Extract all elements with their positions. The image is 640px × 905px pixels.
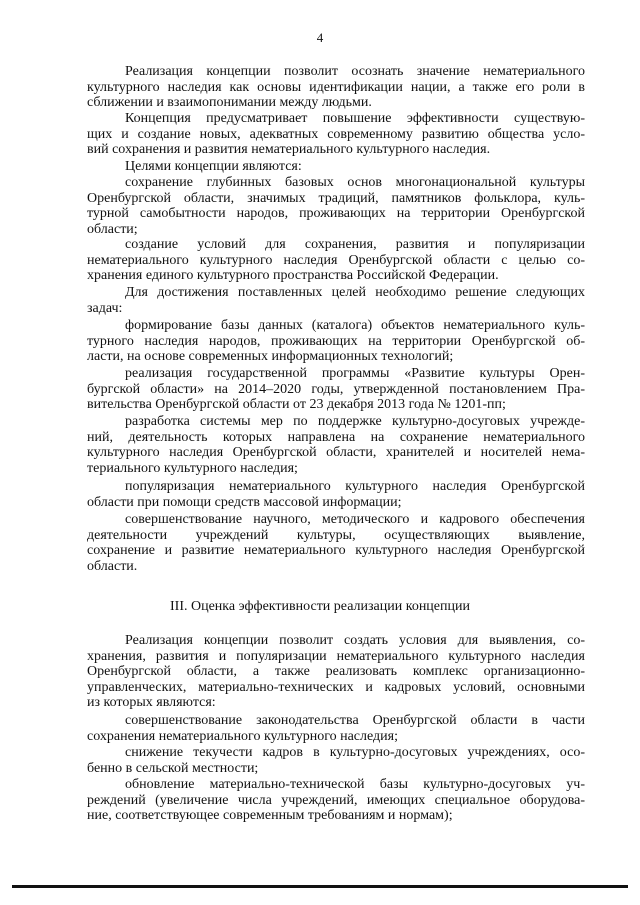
- text-line: культурного наследия Оренбургской области, хранителей и носителей нема-: [87, 445, 585, 461]
- body-paragraph: [87, 318, 585, 365]
- text-line: Для достижения поставленных целей необходимо решение следующих: [125, 285, 585, 300]
- text-line: области.: [87, 558, 138, 574]
- section-paragraph: [87, 713, 585, 744]
- section-paragraph: [87, 777, 585, 824]
- body-paragraph: [87, 175, 585, 237]
- text-line: бургской области» на 2014–2020 годы, утвержденной постановлением Пра-: [87, 381, 585, 397]
- text-line: Целями концепции являются:: [125, 159, 302, 174]
- section-paragraph: [87, 745, 585, 776]
- body-paragraph: [87, 512, 585, 574]
- text-line: сохранение глубинных базовых основ многонациональной культуры: [125, 175, 585, 190]
- text-line: реализация государственной программы «Развитие культуры Орен-: [125, 366, 585, 381]
- text-line: сохранение и развитие нематериального культурного наследия Оренбургской: [87, 543, 585, 559]
- section-heading: III. Оценка эффективности реализации концепции: [170, 599, 470, 614]
- body-paragraph: [87, 285, 585, 316]
- text-line: из которых являются:: [87, 695, 216, 711]
- text-line: бенно в сельской местности;: [87, 760, 259, 776]
- text-line: хранения, развития и популяризации нематериального культурного наследия: [87, 648, 585, 664]
- text-line: турной самобытности народов, проживающих на территории Оренбургской: [87, 206, 585, 222]
- body-paragraph: [87, 414, 585, 476]
- text-line: культурного наследия как основы идентификации нации, а также его роли в: [87, 79, 585, 95]
- text-line: щих и создание новых, адекватных современному развитию общества усло-: [87, 126, 585, 142]
- text-line: сохранения нематериального культурного наследия;: [87, 728, 398, 744]
- text-line: Оренбургской области, значимых традиций, памятников фольклора, куль-: [87, 190, 585, 206]
- body-paragraph: [87, 479, 585, 510]
- text-line: реждений (увеличение числа учреждений, имеющих специальное оборудова-: [87, 792, 585, 808]
- text-line: Оренбургской области, а также реализовать комплекс организационно-: [87, 664, 585, 680]
- text-line: формирование базы данных (каталога) объектов нематериального куль-: [125, 318, 585, 333]
- text-line: снижение текучести кадров в культурно-досуговых учреждениях, осо-: [125, 745, 585, 760]
- body-paragraph: [87, 159, 585, 175]
- body-paragraph: [87, 237, 585, 284]
- text-line: сближении и взаимопонимании между людьми.: [87, 95, 372, 111]
- text-line: разработка системы мер по поддержке культурно-досуговых учрежде-: [125, 414, 585, 429]
- text-line: Реализация концепции позволит создать условия для выявления, со-: [125, 633, 585, 648]
- text-line: популяризация нематериального культурного наследия Оренбургской: [125, 479, 585, 494]
- text-line: совершенствование законодательства Оренбургской области в части: [125, 713, 585, 728]
- text-line: области при помощи средств массовой информации;: [87, 494, 402, 510]
- text-line: создание условий для сохранения, развития и популяризации: [125, 237, 585, 252]
- section-paragraph: [87, 633, 585, 711]
- text-line: турного наследия народов, проживающих на территории Оренбургской об-: [87, 333, 585, 349]
- text-line: Реализация концепции позволит осознать значение нематериального: [125, 64, 585, 79]
- text-line: териального культурного наследия;: [87, 460, 298, 476]
- text-line: деятельности учреждений культуры, осуществляющих выявление,: [87, 527, 585, 543]
- body-paragraph: [87, 366, 585, 413]
- text-line: совершенствование научного, методического и кадрового обеспечения: [125, 512, 585, 527]
- text-line: ний, деятельность которых направлена на сохранение нематериального: [87, 429, 585, 445]
- text-line: ласти, на основе современных информационных технологий;: [87, 349, 454, 365]
- page-bottom-rule: [12, 885, 628, 888]
- text-line: управленческих, материально-технических и кадровых условий, основными: [87, 679, 585, 695]
- body-paragraph: [87, 111, 585, 158]
- text-line: нематериального культурного наследия Оренбургской области с целью со-: [87, 252, 585, 268]
- text-line: хранения единого культурного пространства Российской Федерации.: [87, 268, 499, 284]
- text-line: ние, соответствующее современным требованиям и нормам);: [87, 808, 453, 824]
- text-line: задач:: [87, 300, 123, 316]
- page-number: 4: [316, 30, 324, 45]
- text-line: обновление материально-технической базы культурно-досуговых уч-: [125, 777, 585, 792]
- text-line: области;: [87, 221, 138, 237]
- text-line: Концепция предусматривает повышение эффективности существую-: [125, 111, 585, 126]
- text-line: вительства Оренбургской области от 23 декабря 2013 года № 1201-пп;: [87, 397, 506, 413]
- body-paragraph: [87, 64, 585, 111]
- text-line: вий сохранения и развития нематериального культурного наследия.: [87, 142, 491, 158]
